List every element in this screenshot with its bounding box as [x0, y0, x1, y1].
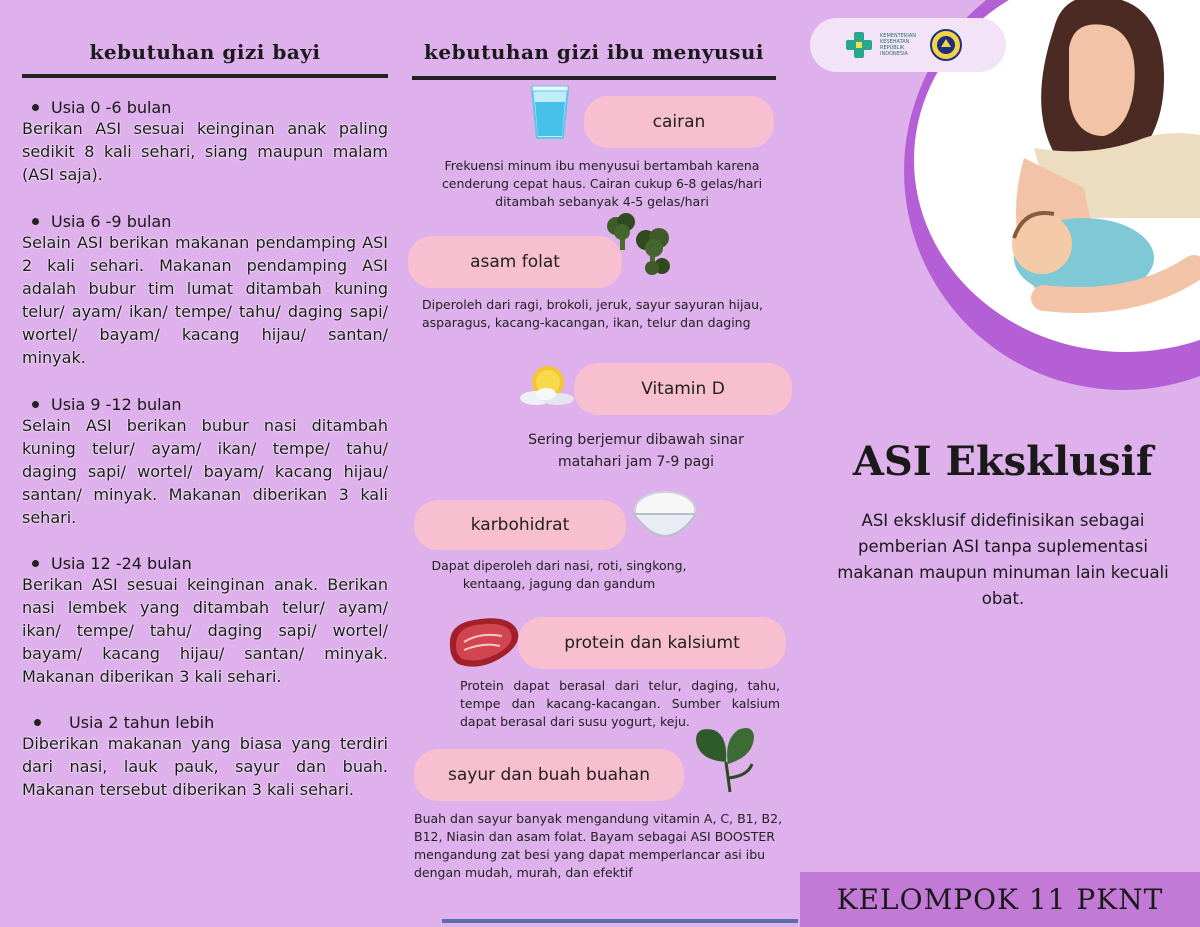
university-seal-icon	[930, 29, 962, 61]
pill-karbohidrat: karbohidrat	[414, 500, 626, 550]
age-text-3: Berikan ASI sesuai keinginan anak. Berikan nasi lembek yang ditambah telur/ ayam/ ikan/ tempe/ tahu/ daging sapi/ wortel/ bayam/ kacang hijau/ santan/ minyak. Makanan diberikan 3 kali sehari.	[22, 575, 388, 686]
bottom-accent-line	[442, 919, 798, 923]
age-label-4: Usia 2 tahun lebih	[22, 713, 388, 732]
desc-asam-folat: Diperoleh dari ragi, brokoli, jeruk, sayur sayuran hijau, asparagus, kacang-kacangan, ikan, telur dan daging	[422, 297, 764, 330]
main-subtitle: ASI eksklusif didefinisikan sebagai pemberian ASI tanpa suplementasi makanan maupun minuman lain kecuali obat.	[837, 511, 1169, 608]
kemenkes-logo-icon	[844, 30, 874, 60]
spinach-leaf-icon	[690, 722, 760, 794]
pill-asam-folat: asam folat	[408, 236, 622, 288]
main-title: ASI Eksklusif	[852, 438, 1154, 485]
age-text-0: Berikan ASI sesuai keinginan anak paling sedikit 8 kali sehari, siang maupun malam (ASI saja).	[22, 119, 388, 184]
age-section-4	[22, 713, 388, 801]
broccoli-icon	[604, 210, 674, 278]
age-label-1: Usia 6 -9 bulan	[22, 212, 388, 231]
age-section-2	[22, 395, 388, 529]
footer-group-label: KELOMPOK 11 PKNT	[836, 883, 1164, 916]
footer-group-banner	[800, 872, 1200, 927]
pill-protein: protein dan kalsiumt	[518, 617, 786, 669]
age-text-4: Diberikan makanan yang biasa yang terdiri dari nasi, lauk pauk, sayur dan buah. Makanan tersebut diberikan 3 kali sehari.	[22, 734, 388, 799]
pill-cairan: cairan	[584, 96, 774, 148]
desc-vitamin-d: Sering berjemur dibawah sinar matahari jam 7-9 pagi	[528, 432, 744, 470]
bullet-icon	[32, 218, 39, 225]
desc-protein: Protein dapat berasal dari telur, daging, tahu, tempe dan kacang-kacangan. Sumber kalsium dapat berasal dari susu yogurt, keju.	[460, 678, 780, 729]
sun-cloud-icon	[514, 362, 578, 410]
left-heading-rule	[22, 74, 388, 78]
middle-heading-rule	[412, 76, 776, 80]
bullet-icon	[32, 401, 39, 408]
bullet-icon	[32, 560, 39, 567]
age-label-0: Usia 0 -6 bulan	[22, 98, 388, 117]
glass-of-water-icon	[526, 84, 574, 142]
desc-karbohidrat: Dapat diperoleh dari nasi, roti, singkong, kentaang, jagung dan gandum	[431, 558, 687, 591]
age-section-3	[22, 554, 388, 688]
pill-sayur-buah: sayur dan buah buahan	[414, 749, 684, 801]
middle-column-heading: kebutuhan gizi ibu menyusui	[424, 40, 764, 64]
age-text-1: Selain ASI berikan makanan pendamping ASI 2 kali sehari. Makanan pendamping ASI adalah bubur tim lumat ditambah kuning telur/ ayam/ ikan/ tempe/ tahu/ daging sapi/ wortel/ bayam/ kacang hijau/ santan/ minyak.	[22, 233, 388, 367]
age-text-2: Selain ASI berikan bubur nasi ditambah kuning telur/ ayam/ ikan/ tempe/ tahu/ daging sapi/ wortel/ bayam/ kacang hijau/ santan/ minyak. Makanan diberikan 3 kali sehari.	[22, 416, 388, 527]
logo-pill	[810, 18, 1006, 72]
pill-vitamin-d: Vitamin D	[574, 363, 792, 415]
kemenkes-logo-text: KEMENTERIAN KESEHATAN REPUBLIK INDONESIA	[880, 33, 916, 57]
left-column-heading: kebutuhan gizi bayi	[89, 40, 321, 64]
age-section-1	[22, 212, 388, 369]
bullet-icon	[34, 719, 41, 726]
age-label-3: Usia 12 -24 bulan	[22, 554, 388, 573]
bullet-icon	[32, 104, 39, 111]
age-section-0	[22, 98, 388, 186]
age-label-2: Usia 9 -12 bulan	[22, 395, 388, 414]
desc-sayur-buah: Buah dan sayur banyak mengandung vitamin A, C, B1, B2, B12, Niasin dan asam folat. Bayam sebagai ASI BOOSTER mengandung zat besi yang dapat memperlancar asi ibu dengan mudah, murah, dan efektif	[414, 811, 783, 880]
rice-bowl-icon	[630, 488, 700, 546]
desc-cairan: Frekuensi minum ibu menyusui bertambah karena cenderung cepat haus. Cairan cukup 6-8 gelas/hari ditambah sebanyak 4-5 gelas/hari	[441, 158, 763, 209]
meat-steak-icon	[444, 612, 524, 672]
